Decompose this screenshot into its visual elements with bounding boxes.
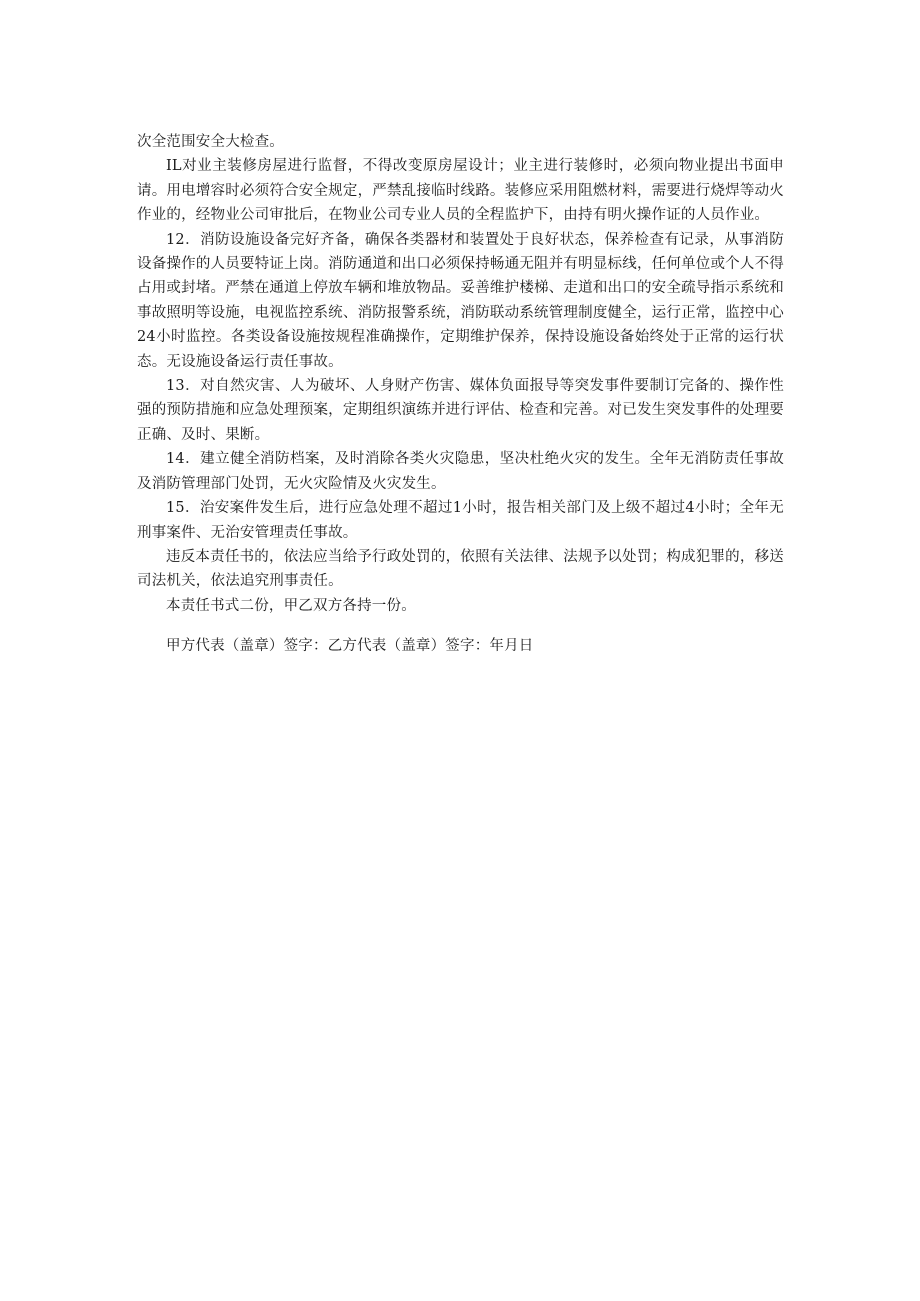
paragraph-item-13: 13．对自然灾害、人为破坏、人身财产伤害、媒体负面报导等突发事件要制订完备的、操作性强的预防措施和应急处理预案，定期组织演练并进行评估、检查和完善。对已发生突发事件的处理要正确、及时、果断。	[137, 378, 784, 443]
paragraph-item-11: IL对业主装修房屋进行监督，不得改变原房屋设计；业主进行装修时，必须向物业提出书面申请。用电增容时必须符合安全规定，严禁乱接临时线路。装修应采用阻燃材料，需要进行烧焊等动火作业的，经物业公司审批后，在物业公司专业人员的全程监护下，由持有明火操作证的人员作业。	[137, 158, 784, 224]
paragraph-item-12: 12．消防设施设备完好齐备，确保各类器材和装置处于良好状态，保养检查有记录，从事消防设备操作的人员要特证上岗。消防通道和出口必须保持畅通无阻并有明显标线，任何单位或个人不得占用或封堵。严禁在通道上停放车辆和堆放物品。妥善维护楼梯、走道和出口的安全疏导指示系统和事故照明等设施，电视监控系统、消防报警系统，消防联动系统管理制度健全，运行正常，监控中心24小时监控。各类设备设施按规程准确操作，定期维护保养，保持设施设备始终处于正常的运行状态。无设施设备运行责任事故。	[137, 231, 784, 370]
paragraph-violation: 违反本责任书的，依法应当给予行政处罚的，依照有关法律、法规予以处罚；构成犯罪的，移送司法机关，依法追究刑事责任。	[137, 548, 784, 590]
document-body	[137, 130, 784, 659]
signature-line: 甲方代表（盖章）签字：乙方代表（盖章）签字：年月日	[166, 638, 534, 655]
paragraph-copies: 本责任书式二份，甲乙双方各持一份。	[166, 597, 416, 614]
paragraph-item-15: 15．治安案件发生后，进行应急处理不超过1小时，报告相关部门及上级不超过4小时；全年无刑事案件、无治安管理责任事故。	[137, 500, 784, 541]
paragraph-item-14: 14．建立健全消防档案，及时消除各类火灾隐患，坚决杜绝火灾的发生。全年无消防责任事故及消防管理部门处罚，无火灾险情及火灾发生。	[137, 451, 784, 492]
paragraph-continuation: 次全范围安全大检查。	[137, 134, 284, 150]
